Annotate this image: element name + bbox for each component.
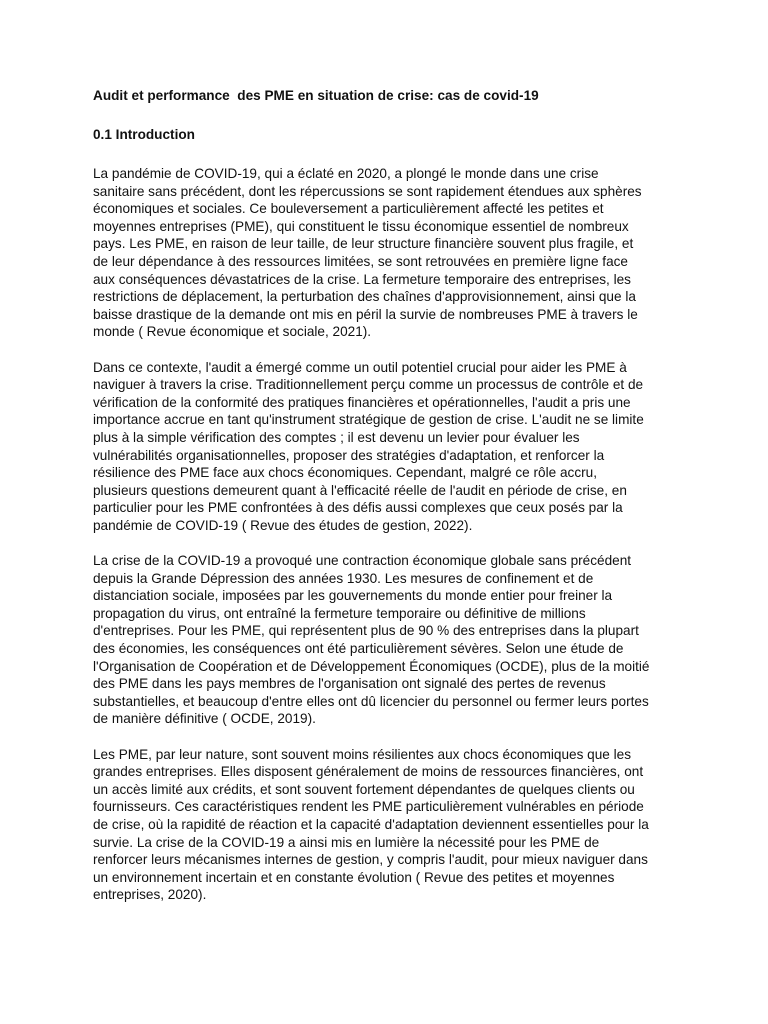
paragraph-line: monde ( Revue économique et sociale, 2021). [93,324,372,340]
paragraph-line: un environnement incertain et en constante évolution ( Revue des petites et moyennes [93,869,615,885]
paragraph-line: survie. La crise de la COVID-19 a ainsi mis en lumière la nécessité pour les PME de [93,834,600,850]
body-paragraph [93,746,683,904]
body-paragraph [93,359,683,535]
body-paragraph [93,552,683,728]
paragraph-line: particulier pour les PME confrontées à des défis aussi complexes que ceux posés par la [93,500,623,516]
paragraph-line: de crise, où la rapidité de réaction et la capacité d'adaptation deviennent essentielles pour la [93,816,649,832]
paragraph-line: d'entreprises. Pour les PME, qui représentent plus de 90 % des entreprises dans la plupart [93,623,639,639]
paragraph-line: plus à la simple vérification des comptes ; il est devenu un levier pour évaluer les [93,429,580,445]
body-paragraph [93,165,683,341]
paragraphs [93,165,683,904]
paragraph-line: de leur dépendance à des ressources limitées, se sont retrouvées en première ligne face [93,253,628,269]
paragraph-line: restrictions de déplacement, la perturbation des chaînes d'approvisionnement, ainsi que la [93,289,636,305]
paragraph-line: sanitaire sans précédent, dont les répercussions se sont rapidement étendues aux sphères [93,183,642,199]
paragraph-line: renforcer leurs mécanismes internes de gestion, y compris l'audit, pour mieux naviguer dans [93,852,648,868]
paragraph-line: économiques et sociales. Ce bouleversement a particulièrement affecté les petites et [93,201,604,217]
paragraph-line: La pandémie de COVID-19, qui a éclaté en 2020, a plongé le monde dans une crise [93,166,599,181]
paragraph-line: naviguer à travers la crise. Traditionnellement perçu comme un processus de contrôle et de [93,377,644,393]
paragraph-line: de manière définitive ( OCDE, 2019). [93,711,316,727]
paragraph-line: l'Organisation de Coopération et de Développement Économiques (OCDE), plus de la moitié [93,658,650,674]
paragraph-line: baisse drastique de la demande ont mis en péril la survie de nombreuses PME à travers le [93,306,638,322]
paragraph-line: des PME dans les pays membres de l'organisation ont signalé des pertes de revenus [93,676,606,692]
paragraph-line: un accès limité aux crédits, et sont souvent fortement dépendantes de quelques clients ou [93,781,635,797]
paragraph-line: grandes entreprises. Elles disposent généralement de moins de ressources financières, ont [93,764,644,780]
paragraph-line: La crise de la COVID-19 a provoqué une contraction économique globale sans précédent [93,553,632,569]
paragraph-line: résilience des PME face aux chocs économiques. Cependant, malgré ce rôle accru, [93,465,597,481]
paragraph-line: distanciation sociale, imposées par les gouvernements du monde entier pour freiner la [93,588,613,604]
paragraph-line: pays. Les PME, en raison de leur taille, de leur structure financière souvent plus fragile, et [93,236,634,252]
document-page [93,86,683,904]
paragraph-line: moyennes entreprises (PME), qui constituent le tissu économique essentiel de nombreux [93,218,629,234]
paragraph-line: des économies, les conséquences ont été particulièrement sévères. Selon une étude de [93,641,624,657]
paragraph-line: importance accrue en tant qu'instrument stratégique de gestion de crise. L'audit ne se limite [93,412,644,428]
paragraph-line: propagation du virus, ont entraîné la fermeture temporaire ou définitive de millions [93,605,586,621]
paragraph-line: substantielles, et beaucoup d'entre elles ont dû licencier du personnel ou fermer leurs portes [93,693,649,709]
paragraph-line: entreprises, 2020). [93,887,207,903]
paragraph-line: Les PME, par leur nature, sont souvent moins résilientes aux chocs économiques que les [93,746,631,762]
section-heading: 0.1 Introduction [93,127,195,142]
document-title: Audit et performance des PME en situation de crise: cas de covid-19 [93,88,539,103]
paragraph-line: depuis la Grande Dépression des années 1930. Les mesures de confinement et de [93,570,594,586]
paragraph-line: vérification de la conformité des pratiques financières et opérationnelles, l'audit a pris une [93,394,631,410]
paragraph-line: fournisseurs. Ces caractéristiques rendent les PME particulièrement vulnérables en période [93,799,644,815]
paragraph-line: pandémie de COVID-19 ( Revue des études de gestion, 2022). [93,517,473,533]
paragraph-line: aux conséquences dévastatrices de la crise. La fermeture temporaire des entreprises, les [93,271,631,287]
paragraph-line: Dans ce contexte, l'audit a émergé comme un outil potentiel crucial pour aider les PME à [93,359,627,375]
paragraph-line: plusieurs questions demeurent quant à l'efficacité réelle de l'audit en période de crise, en [93,482,627,498]
paragraph-line: vulnérabilités organisationnelles, proposer des stratégies d'adaptation, et renforcer la [93,447,605,463]
